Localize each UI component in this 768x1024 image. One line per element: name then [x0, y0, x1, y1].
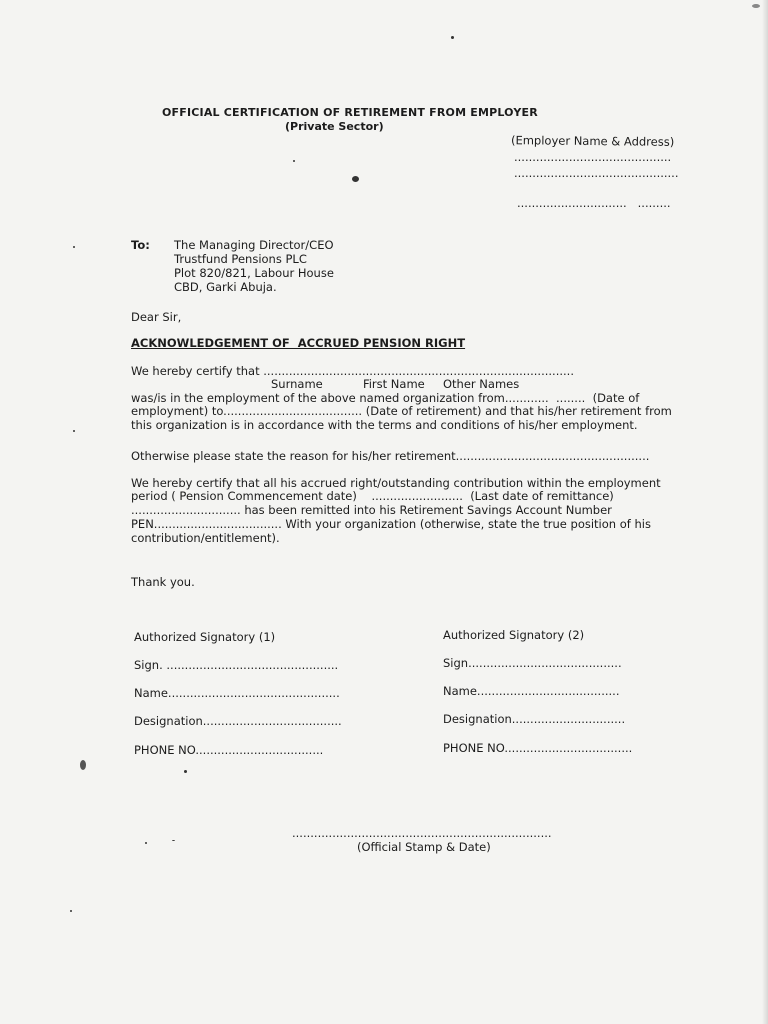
- employer-line-1: ...........................................: [514, 150, 672, 164]
- accrued-line-3: .............................. has been remitted into his Retirement Savings Account Number: [131, 503, 612, 517]
- scan-speck: [73, 246, 75, 248]
- scan-speck: [184, 770, 187, 773]
- employer-label: (Employer Name & Address): [510, 133, 675, 149]
- to-label: To:: [131, 238, 150, 252]
- scan-speck: [293, 160, 295, 162]
- signatory-1-designation-field: Designation......................................: [134, 714, 342, 728]
- stamp-label: (Official Stamp & Date): [357, 840, 491, 854]
- scan-speck: [352, 176, 359, 182]
- document-title: OFFICIAL CERTIFICATION OF RETIREMENT FROM EMPLOYER: [162, 106, 538, 119]
- accrued-line-2: period ( Pension Commencement date) ......................... (Last date of remittance): [131, 489, 614, 503]
- recipient-line-4: CBD, Garki Abuja.: [174, 280, 277, 294]
- signatory-2-name-field: Name.......................................: [443, 684, 620, 698]
- otherwise-line: Otherwise please state the reason for his/her retirement.....................................................: [131, 449, 650, 463]
- scan-speck: [73, 430, 75, 432]
- scan-speck: [80, 760, 86, 770]
- recipient-line-1: The Managing Director/CEO: [174, 238, 334, 252]
- signatory-1-name-field: Name...............................................: [134, 686, 340, 700]
- stamp-line: .......................................................................: [292, 826, 552, 840]
- signatory-1-heading: Authorized Signatory (1): [134, 630, 276, 644]
- recipient-line-2: Trustfund Pensions PLC: [174, 252, 307, 266]
- scan-edge-shadow: [762, 0, 768, 1024]
- scan-speck: [70, 910, 72, 912]
- employment-line-1: was/is in the employment of the above named organization from............ ........ (Date of: [131, 391, 640, 405]
- employer-line-3: .............................. .........: [517, 196, 671, 210]
- subject-heading: ACKNOWLEDGEMENT OF ACCRUED PENSION RIGHT: [131, 336, 466, 350]
- signatory-1-sign-field: Sign. ...............................................: [134, 658, 339, 672]
- employment-line-3: this organization is in accordance with the terms and conditions of his/her employment.: [131, 418, 638, 432]
- document-subtitle: (Private Sector): [285, 120, 384, 133]
- recipient-line-3: Plot 820/821, Labour House: [174, 266, 334, 280]
- signatory-2-phone-field: PHONE NO...................................: [443, 741, 633, 755]
- scan-speck: [172, 840, 175, 841]
- closing: Thank you.: [131, 575, 195, 589]
- employment-line-2: employment) to...................................... (Date of retirement) and that his/her retirement from: [131, 404, 672, 418]
- salutation: Dear Sir,: [131, 310, 182, 324]
- signatory-2-designation-field: Designation...............................: [443, 712, 626, 726]
- employer-line-2: .............................................: [514, 166, 679, 180]
- accrued-line-1: We hereby certify that all his accrued right/outstanding contribution within the employment: [131, 476, 661, 490]
- signatory-2-sign-field: Sign..........................................: [443, 656, 622, 670]
- scan-speck: [145, 842, 147, 844]
- signatory-1-phone-field: PHONE NO...................................: [134, 743, 324, 757]
- certify-line: We hereby certify that .....................................................................................: [131, 364, 574, 378]
- scan-speck: [752, 4, 760, 8]
- accrued-line-5: contribution/entitlement).: [131, 531, 280, 545]
- signatory-2-heading: Authorized Signatory (2): [443, 628, 585, 642]
- scan-speck: [451, 36, 454, 39]
- accrued-line-4: PEN................................... With your organization (otherwise, state the true position of his: [131, 517, 651, 531]
- name-field-labels: Surname First Name Other Names: [271, 377, 520, 391]
